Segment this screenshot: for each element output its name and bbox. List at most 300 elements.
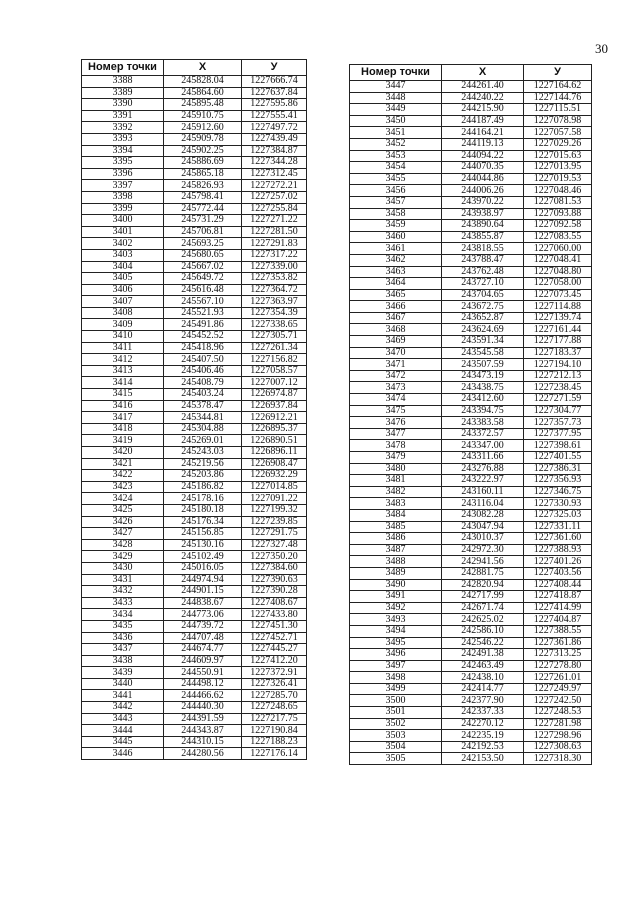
table-row: [350, 92, 592, 104]
cell-x: 243311.66: [442, 452, 524, 464]
cell-y: 1227361.60: [524, 533, 592, 545]
table-row: [82, 319, 307, 331]
table-row: [350, 695, 592, 707]
table-row: [350, 625, 592, 637]
cell-y: 1227390.28: [242, 586, 307, 598]
table-row: [350, 81, 592, 93]
cell-point-number: 3414: [82, 377, 164, 389]
cell-y: 1227291.75: [242, 528, 307, 540]
cell-point-number: 3500: [350, 695, 442, 707]
cell-x: 243762.48: [442, 266, 524, 278]
cell-x: 245521.93: [164, 307, 242, 319]
cell-y: 1227291.83: [242, 238, 307, 250]
table-row: [350, 196, 592, 208]
cell-x: 243652.87: [442, 312, 524, 324]
cell-y: 1227403.56: [524, 567, 592, 579]
cell-point-number: 3430: [82, 562, 164, 574]
cell-y: 1227139.74: [524, 312, 592, 324]
table-row: [82, 342, 307, 354]
table-row: [350, 730, 592, 742]
cell-point-number: 3473: [350, 382, 442, 394]
cell-y: 1227353.82: [242, 273, 307, 285]
table-row: [82, 678, 307, 690]
table-row: [82, 481, 307, 493]
cell-y: 1227390.63: [242, 574, 307, 586]
cell-y: 1227325.03: [524, 509, 592, 521]
cell-point-number: 3423: [82, 481, 164, 493]
table-row: [350, 324, 592, 336]
cell-point-number: 3407: [82, 296, 164, 308]
cell-y: 1227060.00: [524, 243, 592, 255]
cell-x: 243383.58: [442, 417, 524, 429]
cell-point-number: 3476: [350, 417, 442, 429]
cell-y: 1227356.93: [524, 475, 592, 487]
cell-y: 1226896.11: [242, 447, 307, 459]
cell-x: 242586.10: [442, 625, 524, 637]
cell-x: 245912.60: [164, 122, 242, 134]
table-row: [350, 486, 592, 498]
cell-y: 1227248.65: [242, 702, 307, 714]
cell-point-number: 3483: [350, 498, 442, 510]
cell-x: 244006.26: [442, 185, 524, 197]
cell-point-number: 3422: [82, 470, 164, 482]
table-row: [350, 718, 592, 730]
table-row: [350, 150, 592, 162]
table-row: [82, 435, 307, 447]
cell-y: 1227497.72: [242, 122, 307, 134]
table-row: [82, 470, 307, 482]
cell-y: 1227386.31: [524, 463, 592, 475]
cell-y: 1227361.86: [524, 637, 592, 649]
cell-x: 243222.97: [442, 475, 524, 487]
table-row: [350, 138, 592, 150]
cell-point-number: 3487: [350, 544, 442, 556]
table-row: [82, 690, 307, 702]
cell-x: 245895.48: [164, 99, 242, 111]
cell-point-number: 3471: [350, 359, 442, 371]
cell-x: 245176.34: [164, 516, 242, 528]
cell-x: 243727.10: [442, 278, 524, 290]
cell-y: 1227414.99: [524, 602, 592, 614]
cell-point-number: 3491: [350, 591, 442, 603]
table-row: [82, 284, 307, 296]
cell-point-number: 3418: [82, 423, 164, 435]
coordinates-table-right: [349, 64, 592, 765]
cell-x: 245798.41: [164, 191, 242, 203]
cell-x: 244187.49: [442, 115, 524, 127]
cell-point-number: 3475: [350, 405, 442, 417]
table-row: [82, 354, 307, 366]
cell-x: 245269.01: [164, 435, 242, 447]
cell-y: 1227048.46: [524, 185, 592, 197]
header-x: X: [442, 65, 524, 81]
cell-x: 242717.99: [442, 591, 524, 603]
cell-x: 245102.49: [164, 551, 242, 563]
table-row: [350, 614, 592, 626]
header-y: У: [242, 60, 307, 76]
cell-x: 244044.86: [442, 173, 524, 185]
cell-y: 1227014.85: [242, 481, 307, 493]
header-x: X: [164, 60, 242, 76]
cell-point-number: 3484: [350, 509, 442, 521]
table-row: [350, 521, 592, 533]
cell-point-number: 3497: [350, 660, 442, 672]
cell-x: 245180.18: [164, 504, 242, 516]
table-row: [350, 498, 592, 510]
cell-y: 1227285.70: [242, 690, 307, 702]
cell-point-number: 3427: [82, 528, 164, 540]
table-row: [82, 365, 307, 377]
cell-x: 244838.67: [164, 597, 242, 609]
cell-point-number: 3389: [82, 87, 164, 99]
cell-y: 1227212.13: [524, 370, 592, 382]
cell-point-number: 3417: [82, 412, 164, 424]
cell-point-number: 3450: [350, 115, 442, 127]
table-row: [82, 620, 307, 632]
table-row: [350, 475, 592, 487]
cell-point-number: 3436: [82, 632, 164, 644]
table-row: [82, 273, 307, 285]
cell-y: 1227057.58: [524, 127, 592, 139]
table-row: [350, 359, 592, 371]
table-header-row: [350, 65, 592, 81]
cell-point-number: 3486: [350, 533, 442, 545]
cell-x: 245403.24: [164, 389, 242, 401]
cell-point-number: 3410: [82, 331, 164, 343]
cell-point-number: 3405: [82, 273, 164, 285]
cell-x: 244280.56: [164, 748, 242, 760]
table-row: [350, 289, 592, 301]
table-row: [350, 382, 592, 394]
cell-y: 1226890.51: [242, 435, 307, 447]
cell-x: 243788.47: [442, 254, 524, 266]
cell-point-number: 3426: [82, 516, 164, 528]
cell-point-number: 3432: [82, 586, 164, 598]
cell-y: 1227318.30: [524, 753, 592, 765]
cell-x: 242337.33: [442, 707, 524, 719]
cell-y: 1227188.23: [242, 736, 307, 748]
cell-point-number: 3395: [82, 157, 164, 169]
table-row: [82, 145, 307, 157]
cell-y: 1227408.67: [242, 597, 307, 609]
table-row: [82, 180, 307, 192]
cell-x: 243890.64: [442, 220, 524, 232]
table-row: [350, 347, 592, 359]
cell-x: 242153.50: [442, 753, 524, 765]
table-body-right: [350, 81, 592, 765]
cell-y: 1227144.76: [524, 92, 592, 104]
cell-y: 1227058.57: [242, 365, 307, 377]
cell-point-number: 3392: [82, 122, 164, 134]
cell-y: 1227177.88: [524, 336, 592, 348]
cell-point-number: 3403: [82, 249, 164, 261]
cell-y: 1227048.41: [524, 254, 592, 266]
table-row: [350, 463, 592, 475]
cell-x: 244310.15: [164, 736, 242, 748]
cell-y: 1227257.02: [242, 191, 307, 203]
table-row: [350, 301, 592, 313]
table-row: [350, 672, 592, 684]
table-header-row: [82, 60, 307, 76]
cell-y: 1227452.71: [242, 632, 307, 644]
cell-y: 1227183.37: [524, 347, 592, 359]
cell-point-number: 3445: [82, 736, 164, 748]
cell-x: 243347.00: [442, 440, 524, 452]
table-row: [82, 331, 307, 343]
table-row: [82, 551, 307, 563]
cell-point-number: 3503: [350, 730, 442, 742]
table-row: [350, 336, 592, 348]
cell-y: 1227161.44: [524, 324, 592, 336]
cell-y: 1227242.50: [524, 695, 592, 707]
cell-y: 1227019.53: [524, 173, 592, 185]
cell-point-number: 3401: [82, 226, 164, 238]
cell-x: 242438.10: [442, 672, 524, 684]
cell-point-number: 3494: [350, 625, 442, 637]
cell-y: 1227312.45: [242, 168, 307, 180]
cell-point-number: 3429: [82, 551, 164, 563]
cell-x: 243507.59: [442, 359, 524, 371]
cell-point-number: 3439: [82, 667, 164, 679]
cell-point-number: 3492: [350, 602, 442, 614]
cell-x: 245667.02: [164, 261, 242, 273]
cell-x: 245016.05: [164, 562, 242, 574]
cell-x: 242881.75: [442, 567, 524, 579]
cell-point-number: 3468: [350, 324, 442, 336]
cell-x: 245828.04: [164, 76, 242, 88]
table-row: [82, 307, 307, 319]
table-row: [350, 544, 592, 556]
cell-y: 1227555.41: [242, 110, 307, 122]
cell-point-number: 3394: [82, 145, 164, 157]
cell-point-number: 3457: [350, 196, 442, 208]
cell-x: 245567.10: [164, 296, 242, 308]
table-row: [82, 203, 307, 215]
table-row: [350, 173, 592, 185]
table-row: [82, 226, 307, 238]
table-row: [350, 417, 592, 429]
table-row: [350, 162, 592, 174]
cell-y: 1227317.22: [242, 249, 307, 261]
cell-point-number: 3393: [82, 133, 164, 145]
cell-x: 243970.22: [442, 196, 524, 208]
cell-x: 242941.56: [442, 556, 524, 568]
table-row: [350, 104, 592, 116]
cell-point-number: 3479: [350, 452, 442, 464]
cell-y: 1227388.93: [524, 544, 592, 556]
cell-y: 1227305.71: [242, 331, 307, 343]
cell-x: 245203.86: [164, 470, 242, 482]
cell-x: 245886.69: [164, 157, 242, 169]
cell-x: 243818.55: [442, 243, 524, 255]
cell-x: 245378.47: [164, 400, 242, 412]
cell-point-number: 3390: [82, 99, 164, 111]
cell-y: 1227015.63: [524, 150, 592, 162]
cell-y: 1226912.21: [242, 412, 307, 424]
cell-x: 244391.59: [164, 713, 242, 725]
page-number: 30: [595, 41, 608, 56]
cell-x: 243412.60: [442, 394, 524, 406]
cell-y: 1227304.77: [524, 405, 592, 417]
cell-y: 1227363.97: [242, 296, 307, 308]
cell-x: 245706.81: [164, 226, 242, 238]
cell-x: 245731.29: [164, 215, 242, 227]
table-row: [350, 509, 592, 521]
cell-x: 243672.75: [442, 301, 524, 313]
table-row: [82, 87, 307, 99]
cell-point-number: 3388: [82, 76, 164, 88]
table-row: [82, 736, 307, 748]
cell-y: 1227271.59: [524, 394, 592, 406]
table-row: [350, 115, 592, 127]
cell-y: 1227199.32: [242, 504, 307, 516]
cell-point-number: 3504: [350, 741, 442, 753]
cell-y: 1227029.26: [524, 138, 592, 150]
cell-point-number: 3433: [82, 597, 164, 609]
cell-point-number: 3400: [82, 215, 164, 227]
cell-x: 245864.60: [164, 87, 242, 99]
cell-point-number: 3412: [82, 354, 164, 366]
cell-point-number: 3446: [82, 748, 164, 760]
cell-point-number: 3458: [350, 208, 442, 220]
cell-point-number: 3391: [82, 110, 164, 122]
cell-x: 244466.62: [164, 690, 242, 702]
cell-y: 1227372.91: [242, 667, 307, 679]
cell-y: 1227255.84: [242, 203, 307, 215]
cell-point-number: 3469: [350, 336, 442, 348]
cell-y: 1227261.34: [242, 342, 307, 354]
table-row: [82, 458, 307, 470]
cell-x: 244498.12: [164, 678, 242, 690]
table-row: [82, 122, 307, 134]
table-row: [82, 702, 307, 714]
cell-x: 244440.30: [164, 702, 242, 714]
cell-x: 245406.46: [164, 365, 242, 377]
cell-point-number: 3443: [82, 713, 164, 725]
cell-point-number: 3431: [82, 574, 164, 586]
cell-x: 245649.72: [164, 273, 242, 285]
cell-x: 245910.75: [164, 110, 242, 122]
cell-x: 244609.97: [164, 655, 242, 667]
cell-point-number: 3435: [82, 620, 164, 632]
table-row: [82, 447, 307, 459]
cell-x: 243394.75: [442, 405, 524, 417]
table-row: [82, 504, 307, 516]
cell-x: 245178.16: [164, 493, 242, 505]
cell-x: 243704.65: [442, 289, 524, 301]
table-row: [350, 741, 592, 753]
table-row: [82, 157, 307, 169]
cell-x: 245130.16: [164, 539, 242, 551]
cell-y: 1227339.00: [242, 261, 307, 273]
table-row: [82, 423, 307, 435]
cell-y: 1227354.39: [242, 307, 307, 319]
cell-point-number: 3470: [350, 347, 442, 359]
cell-y: 1227073.45: [524, 289, 592, 301]
cell-y: 1227115.51: [524, 104, 592, 116]
table-row: [350, 567, 592, 579]
cell-x: 245865.18: [164, 168, 242, 180]
cell-point-number: 3411: [82, 342, 164, 354]
table-row: [82, 725, 307, 737]
cell-y: 1227398.61: [524, 440, 592, 452]
table-row: [350, 707, 592, 719]
table-row: [350, 579, 592, 591]
cell-x: 243438.75: [442, 382, 524, 394]
cell-point-number: 3434: [82, 609, 164, 621]
table-row: [350, 254, 592, 266]
cell-point-number: 3444: [82, 725, 164, 737]
cell-y: 1227271.22: [242, 215, 307, 227]
cell-x: 243116.04: [442, 498, 524, 510]
cell-point-number: 3452: [350, 138, 442, 150]
cell-y: 1227344.28: [242, 157, 307, 169]
table-row: [82, 261, 307, 273]
cell-x: 243855.87: [442, 231, 524, 243]
cell-point-number: 3490: [350, 579, 442, 591]
cell-x: 244974.94: [164, 574, 242, 586]
cell-x: 245344.81: [164, 412, 242, 424]
cell-y: 1227350.20: [242, 551, 307, 563]
table-row: [350, 440, 592, 452]
cell-y: 1227445.27: [242, 644, 307, 656]
cell-y: 1227595.86: [242, 99, 307, 111]
table-row: [82, 644, 307, 656]
cell-point-number: 3453: [350, 150, 442, 162]
cell-x: 242270.12: [442, 718, 524, 730]
cell-point-number: 3404: [82, 261, 164, 273]
cell-y: 1227007.12: [242, 377, 307, 389]
cell-x: 243372.57: [442, 428, 524, 440]
cell-y: 1227156.82: [242, 354, 307, 366]
table-row: [350, 405, 592, 417]
cell-x: 245772.44: [164, 203, 242, 215]
cell-x: 245408.79: [164, 377, 242, 389]
table-row: [82, 191, 307, 203]
cell-x: 245418.96: [164, 342, 242, 354]
cell-point-number: 3408: [82, 307, 164, 319]
cell-y: 1227384.87: [242, 145, 307, 157]
cell-y: 1227439.49: [242, 133, 307, 145]
cell-point-number: 3481: [350, 475, 442, 487]
cell-y: 1227404.87: [524, 614, 592, 626]
table-row: [82, 528, 307, 540]
cell-point-number: 3425: [82, 504, 164, 516]
cell-point-number: 3461: [350, 243, 442, 255]
cell-point-number: 3480: [350, 463, 442, 475]
table-row: [82, 597, 307, 609]
cell-point-number: 3402: [82, 238, 164, 250]
cell-x: 244550.91: [164, 667, 242, 679]
cell-point-number: 3440: [82, 678, 164, 690]
cell-x: 245243.03: [164, 447, 242, 459]
cell-y: 1227401.55: [524, 452, 592, 464]
cell-x: 242235.19: [442, 730, 524, 742]
cell-y: 1227364.72: [242, 284, 307, 296]
cell-y: 1227327.48: [242, 539, 307, 551]
table-row: [350, 243, 592, 255]
cell-point-number: 3413: [82, 365, 164, 377]
cell-point-number: 3493: [350, 614, 442, 626]
cell-x: 245186.82: [164, 481, 242, 493]
cell-x: 242192.53: [442, 741, 524, 753]
cell-x: 242972.30: [442, 544, 524, 556]
cell-point-number: 3415: [82, 389, 164, 401]
cell-y: 1227194.10: [524, 359, 592, 371]
cell-point-number: 3447: [350, 81, 442, 93]
cell-x: 245156.85: [164, 528, 242, 540]
cell-x: 244215.90: [442, 104, 524, 116]
